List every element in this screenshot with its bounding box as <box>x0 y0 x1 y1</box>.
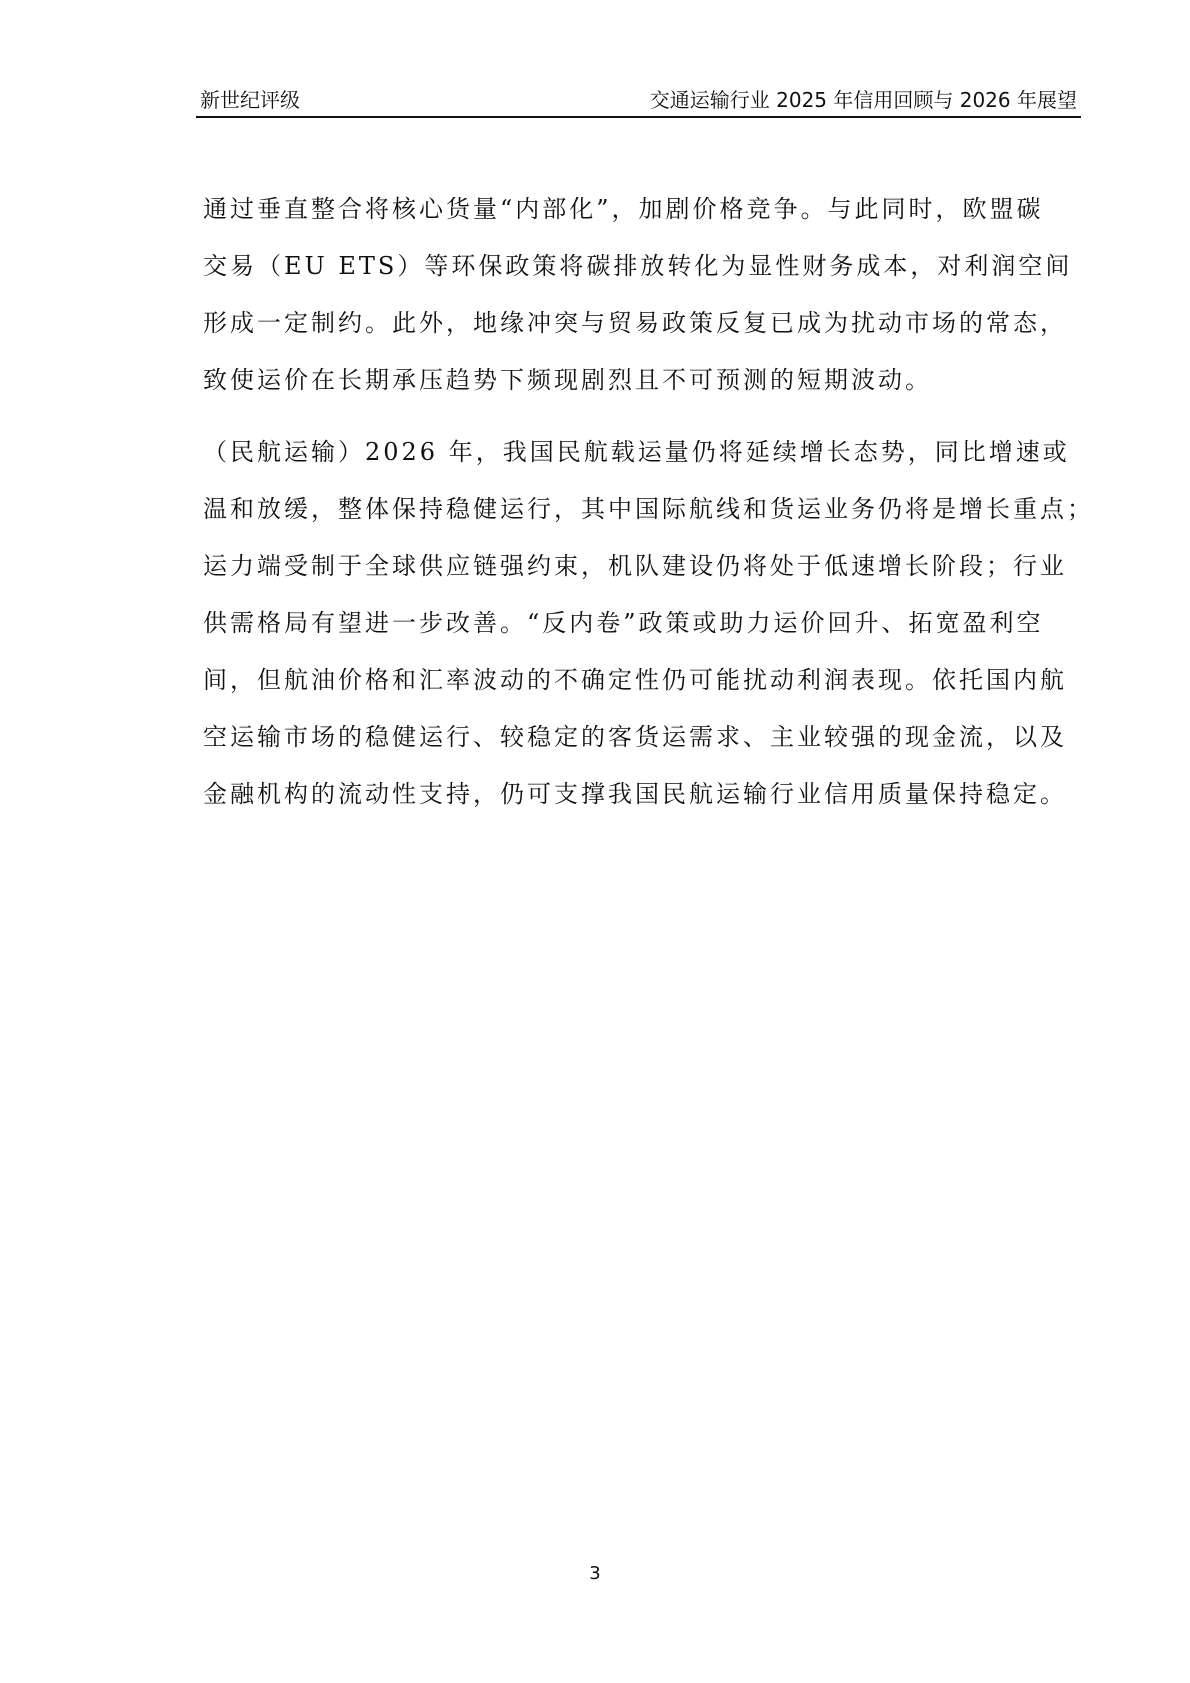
text-line: 间，但航油价格和汇率波动的不确定性仍可能扰动利润表现。依托国内航 <box>203 666 1067 694</box>
text-line: 供需格局有望进一步改善。“反内卷”政策或助力运价回升、拓宽盈利空 <box>203 609 1044 637</box>
text-line: 致使运价在长期承压趋势下频现剧烈且不可预测的短期波动。 <box>203 366 932 394</box>
body-text <box>203 181 1103 838</box>
header-report-title: 交通运输行业 2025 年信用回顾与 2026 年展望 <box>649 88 1077 112</box>
text-line: （民航运输）2026 年，我国民航载运量仍将延续增长态势，同比增速或 <box>203 438 1070 466</box>
text-line: 空运输市场的稳健运行、较稳定的客货运需求、主业较强的现金流，以及 <box>203 723 1067 751</box>
text-line: 温和放缓，整体保持稳健运行，其中国际航线和货运业务仍将是增长重点； <box>203 495 1094 523</box>
paragraph-shipping <box>203 181 1103 409</box>
text-line: 交易（EU ETS）等环保政策将碳排放转化为显性财务成本，对利润空间 <box>203 252 1073 280</box>
text-line: 金融机构的流动性支持，仍可支撑我国民航运输行业信用质量保持稳定。 <box>203 780 1067 808</box>
page-header <box>196 80 1081 118</box>
header-publisher: 新世纪评级 <box>200 88 300 112</box>
text-line: 形成一定制约。此外，地缘冲突与贸易政策反复已成为扰动市场的常态， <box>203 309 1067 337</box>
text-line: 通过垂直整合将核心货量“内部化”，加剧价格竞争。与此同时，欧盟碳 <box>203 195 1044 223</box>
page-number: 3 <box>589 1563 601 1584</box>
text-line: 运力端受制于全球供应链强约束，机队建设仍将处于低速增长阶段；行业 <box>203 552 1067 580</box>
paragraph-civil-aviation <box>203 424 1103 823</box>
